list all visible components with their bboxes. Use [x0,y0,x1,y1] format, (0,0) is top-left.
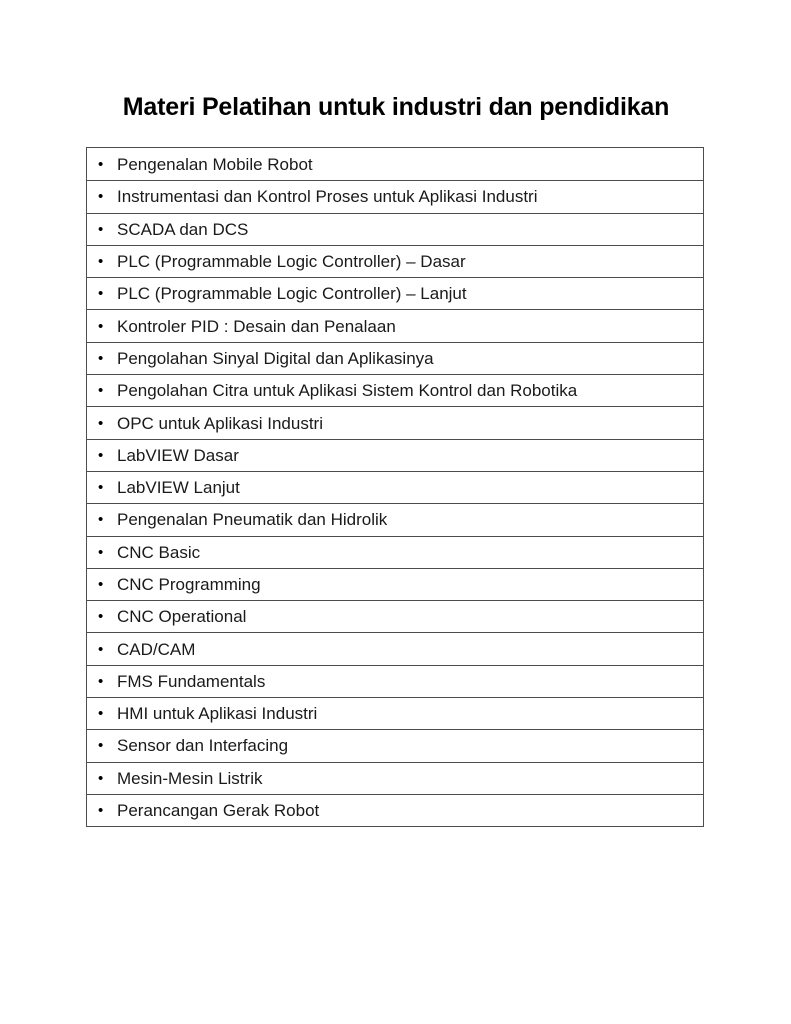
list-item-label: Mesin-Mesin Listrik [117,768,263,788]
bullet-icon: • [98,672,104,690]
list-item-label: Kontroler PID : Desain dan Penalaan [117,316,396,336]
list-item-label: CNC Operational [117,607,247,627]
list-item-label: SCADA dan DCS [117,219,249,239]
bullet-icon: • [98,253,104,271]
list-item-label: Instrumentasi dan Kontrol Proses untuk Aplikasi Industri [117,187,538,207]
bullet-icon: • [98,382,104,400]
bullet-icon: • [98,802,104,820]
bullet-icon: • [98,769,104,787]
bullet-icon: • [98,608,104,626]
bullet-icon: • [98,317,104,335]
list-item-label: Perancangan Gerak Robot [117,801,320,821]
table-row [87,536,703,568]
bullet-icon: • [98,220,104,238]
table-row [87,439,703,471]
table-row [87,729,703,761]
bullet-icon: • [98,285,104,303]
list-item-label: FMS Fundamentals [117,671,266,691]
table-row [87,245,703,277]
bullet-icon: • [98,188,104,206]
list-item-label: PLC (Programmable Logic Controller) – Dasar [117,252,466,272]
page-title: Materi Pelatihan untuk industri dan pendidikan [122,93,670,121]
bullet-icon: • [98,479,104,497]
table-row [87,794,703,826]
list-item-label: LabVIEW Lanjut [117,478,240,498]
bullet-icon: • [98,446,104,464]
table-row [87,309,703,341]
list-item-label: CNC Programming [117,575,261,594]
table-row [87,697,703,729]
table-row [87,374,703,406]
bullet-icon: • [98,349,104,367]
list-item-label: Pengolahan Sinyal Digital dan Aplikasinya [117,348,434,368]
bullet-icon: • [98,511,104,529]
table-row [87,762,703,794]
bullet-icon: • [98,640,104,658]
table-row [87,503,703,535]
table-row [87,632,703,664]
table-row [87,406,703,438]
bullet-icon: • [98,155,104,173]
list-item-label: CAD/CAM [117,639,196,659]
table-row [87,148,703,180]
list-item-label: LabVIEW Dasar [117,445,239,465]
bullet-icon: • [98,414,104,432]
list-item-label: Pengolahan Citra untuk Aplikasi Sistem Kontrol dan Robotika [117,381,578,401]
table-row [87,213,703,245]
bullet-icon: • [98,576,104,593]
table-row [87,277,703,309]
table-row [87,342,703,374]
list-item-label: Pengenalan Pneumatik dan Hidrolik [117,510,388,530]
table-row [87,180,703,212]
table-row [87,471,703,503]
bullet-icon: • [98,737,104,755]
table-row [87,665,703,697]
list-item-label: Sensor dan Interfacing [117,736,289,756]
list-item-label: OPC untuk Aplikasi Industri [117,413,323,433]
list-item-label: PLC (Programmable Logic Controller) – Lanjut [117,284,467,304]
bullet-icon: • [98,705,104,723]
table-row [87,600,703,632]
table-row [87,568,703,600]
training-topics-table [86,147,704,827]
list-item-label: HMI untuk Aplikasi Industri [117,704,318,724]
list-item-label: Pengenalan Mobile Robot [117,154,313,174]
list-item-label: CNC Basic [117,542,201,562]
bullet-icon: • [98,543,104,561]
